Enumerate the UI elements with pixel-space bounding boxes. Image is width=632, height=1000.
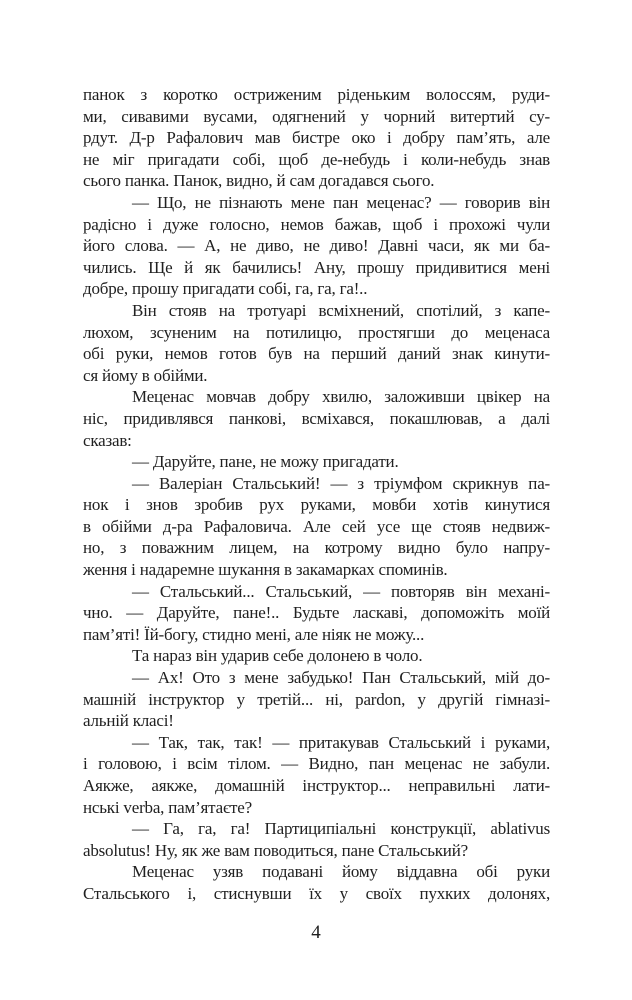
text-line: ми, сивавими вусами, одягнений у чорний витертий су- <box>83 106 550 126</box>
text-line: не міг пригадати собі, щоб де-небудь і коли-небудь знав <box>83 149 550 169</box>
text-paragraph <box>83 818 550 861</box>
text-line: пам’яті! Їй-богу, стидно мені, але ніяк не можу... <box>83 624 425 644</box>
text-line: — Так, так, так! — притакував Стальський і руками, <box>132 732 550 752</box>
text-line: но, з поважним лицем, на котрому видно було напру- <box>83 538 550 558</box>
text-line: обі руки, немов готов був на перший даний знак кинути- <box>83 344 550 364</box>
text-line: Стальського і, стиснувши їх у своїх пухких долонях, <box>83 883 550 903</box>
text-line: absolutus! Ну, як же вам поводиться, пане Стальський? <box>83 840 468 860</box>
text-line: Та нараз він ударив себе долонею в чоло. <box>132 646 423 666</box>
text-line: — Валеріан Стальський! — з тріумфом скрикнув па- <box>132 473 550 493</box>
text-paragraph <box>83 84 550 192</box>
text-line: — Що, не пізнають мене пан меценас? — говорив він <box>132 192 550 212</box>
text-line: нські verba, пам’ятаєте? <box>83 797 252 817</box>
text-paragraph <box>83 300 550 386</box>
text-line: Він стояв на тротуарі всміхнений, спотілий, з капе- <box>132 300 550 320</box>
text-paragraph <box>83 386 550 451</box>
text-line: альній класі! <box>83 711 174 731</box>
text-line: Аякже, аякже, домашній інструктор... неправильні лати- <box>83 776 550 795</box>
text-line: чились. Ще й як бачились! Ану, прошу придивитися мені <box>83 257 550 277</box>
text-line: ніс, придивлявся панкові, всміхався, покашлював, а далі <box>83 408 550 428</box>
text-paragraph <box>83 473 550 581</box>
text-line: — Га, га, га! Партиципіальні конструкції, ablativus <box>132 819 550 839</box>
text-line: Меценас мовчав добру хвилю, заложивши цвікер на <box>132 387 550 407</box>
text-line: рдут. Д-р Рафалович мав бистре око і добру пам’ять, але <box>83 128 550 148</box>
text-paragraph <box>83 667 550 732</box>
text-line: нок і знов зробив рух руками, мовби хотів кинутися <box>83 495 550 515</box>
text-line: люхом, зсуненим на потилицю, простягши до меценаса <box>83 322 550 342</box>
text-line: його слова. — А, не диво, не диво! Давні часи, як ми ба- <box>83 236 550 256</box>
text-line: ження і надаремне шукання в закамарках споминів. <box>83 560 448 580</box>
text-line: — Даруйте, пане, не можу пригадати. <box>132 452 399 472</box>
text-line: і головою, і всім тілом. — Видно, пан меценас не забули. <box>83 754 550 774</box>
text-line: машній інструктор у третій... ні, pardon, у другій гімназі- <box>83 689 550 709</box>
text-line: — Стальський... Стальський, — повторяв він механі- <box>132 581 550 601</box>
text-line: чно. — Даруйте, пане!.. Будьте ласкаві, допоможіть моїй <box>83 603 550 623</box>
text-line: панок з коротко остриженим ріденьким волоссям, руди- <box>83 85 550 104</box>
text-paragraph <box>83 732 550 818</box>
text-line: сього панка. Панок, видно, й сам догадався сього. <box>83 171 435 191</box>
text-line: добре, прошу пригадати собі, га, га, га!.. <box>83 279 368 299</box>
text-paragraph <box>83 645 550 667</box>
text-line: — Ах! Ото з мене забудько! Пан Стальський, мій до- <box>132 668 550 688</box>
text-line: радісно і дуже голосно, немов бажав, щоб і прохожі чули <box>83 214 550 234</box>
page-text <box>83 84 550 905</box>
text-line: в обійми д-ра Рафаловича. Але сей усе ще стояв недвиж- <box>83 516 550 536</box>
text-paragraph <box>83 192 550 300</box>
text-paragraph <box>83 451 550 473</box>
text-line: ся йому в обійми. <box>83 365 208 385</box>
text-paragraph <box>83 861 550 904</box>
text-line: Меценас узяв подавані йому віддавна обі руки <box>132 862 550 882</box>
page-number: 4 <box>311 922 321 943</box>
text-line: сказав: <box>83 430 132 450</box>
text-paragraph <box>83 581 550 646</box>
